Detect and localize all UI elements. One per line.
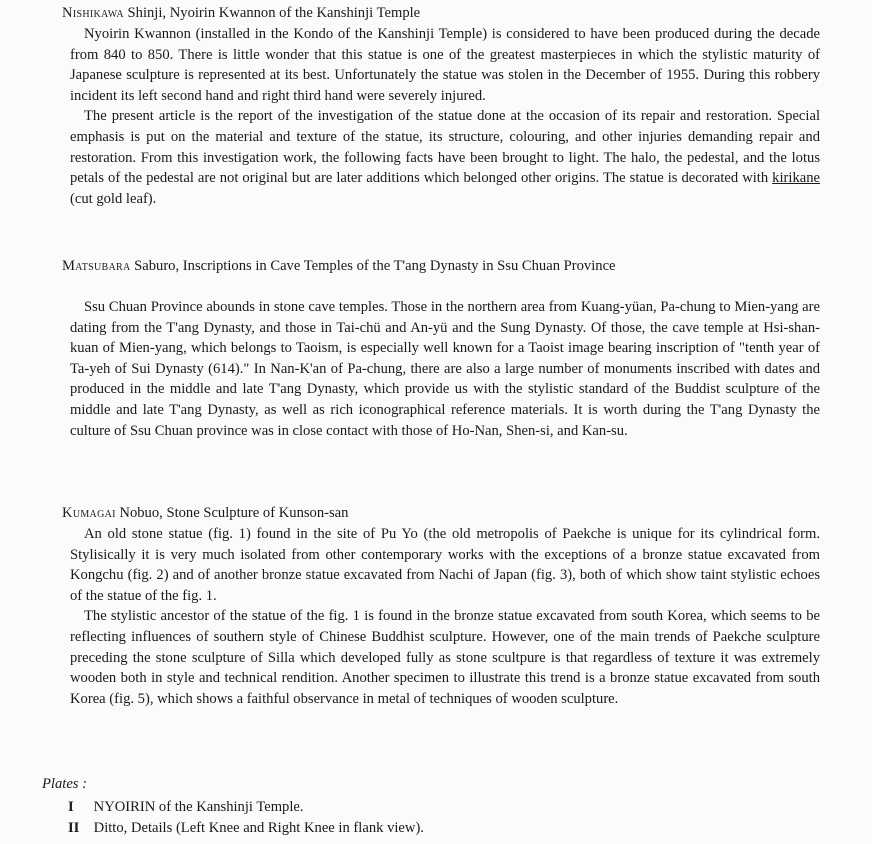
author-surname: Kumagai: [62, 505, 116, 521]
paragraph: An old stone statue (fig. 1) found in the site of Pu Yo (the old metropolis of Paekche is unique for its cylindrical form. Stylisically it is very much isolated from other contemporary works with the exceptions of a bronze statue excavated from Kongchu (fig. 2) and of another bronze statue excavated from Nachi of Japan (fig. 3), both of which show taint stylistic echoes of the statue of the fig. 1.: [70, 526, 820, 604]
article-title: Stone Sculpture of Kunson-san: [166, 505, 349, 521]
paragraph: Nyoirin Kwannon (installed in the Kondo of the Kanshinji Temple) is considered to have been produced during the decade from 840 to 850. There is little wonder that this statue is one of the greatest masterpieces in which the stylistic maturity of Japanese sculpture is represented at its best. Unfortunately the statue was stolen in the December of 1955. During this robbery incident its left second hand and right third hand were severely injured.: [70, 26, 820, 104]
plate-entry: [0, 818, 818, 839]
paragraph-text: The present article is the report of the investigation of the statue done at the occasion of its repair and restoration. Special emphasis is put on the material and texture of the statue, its structure, colouring, and other injuries demanding repair and restoration. From this investigation work, the following facts have been brought to light. The halo, the pedestal, and the lotus petals of the pedestal are not original but are later additions which belonged other origins. The statue is decorated with kirikane (cut gold leaf).: [70, 108, 820, 207]
article-heading: [0, 256, 864, 277]
article-title: Inscriptions in Cave Temples of the T'ang Dynasty in Ssu Chuan Province: [182, 258, 616, 274]
author-given-name: Shinji,: [127, 5, 167, 21]
plate-entry: [0, 797, 818, 818]
paragraph: [70, 106, 820, 209]
author-surname: Nishikawa: [62, 5, 124, 21]
plates-label: Plates :: [42, 776, 87, 792]
plate-caption: NYOIRIN of the Kanshinji Temple.: [93, 799, 304, 815]
author-given-name: Saburo,: [134, 258, 180, 274]
plate-number: I: [68, 799, 74, 815]
article-body: [0, 297, 872, 441]
paragraph: Ssu Chuan Province abounds in stone cave temples. Those in the northern area from Kuang-yüan, Pa-chung to Mien-yang are dating from the T'ang Dynasty, and those in Tai-chü and An-yü and the Sung Dynasty. Of those, the cave temple at Hsi-shan-kuan of Mien-yang, which belongs to Taoism, is especially well known for a Taoist image bearing inscription of "tenth year of Ta-yeh of Sui Dynasty (614)." In Nan-K'an of Pa-chung, there are also a large number of monuments inscribed with dates and produced in the middle and late T'ang Dynasty, which provide us with the stylistic standard of the Buddist sculpture of the middle and late T'ang Dynasty, as well as rich iconographical reference materials. It is worth during the T'ang Dynasty the culture of Ssu Chuan province was in close contact with those of Ho-Nan, Shen-si, and Kan-su.: [70, 299, 820, 439]
article-heading: [0, 503, 864, 524]
author-surname: Matsubara: [62, 258, 131, 274]
article-title: Nyoirin Kwannon of the Kanshinji Temple: [169, 5, 421, 21]
paragraph: The stylistic ancestor of the statue of the fig. 1 is found in the bronze statue excavated from south Korea, which seems to be reflecting influences of southern style of Chinese Buddhist sculpture. However, one of the main trends of Paekche sculpture preceding the stone sculpture of Silla which developed fully as stone scultpure is that regardless of texture it was extremely wooden both in style and technical rendition. Another specimen to illustrate this trend is a bronze statue excavated from south Korea (fig. 5), which shows a faithful observance in metal of techniques of wooden sculpture.: [70, 608, 820, 707]
plate-number: II: [68, 820, 80, 836]
plate-caption: Ditto, Details (Left Knee and Right Knee in flank view).: [93, 820, 424, 836]
underlined-term: kirikane: [772, 170, 820, 187]
author-given-name: Nobuo,: [119, 505, 163, 521]
article-heading: [0, 3, 864, 24]
article-body: [0, 524, 872, 709]
article-body: [0, 24, 872, 209]
